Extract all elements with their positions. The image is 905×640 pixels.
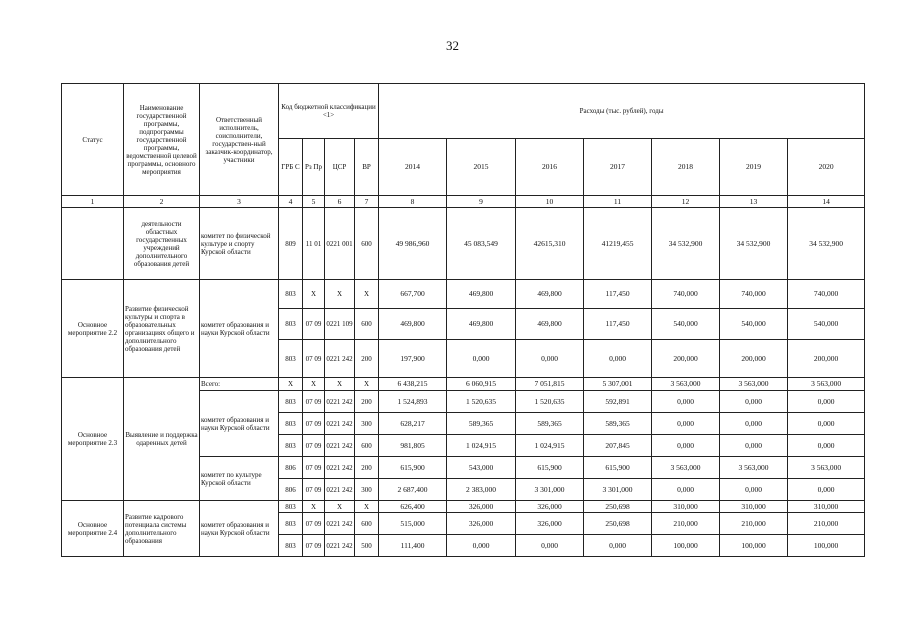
value-cell: 3 301,000 <box>584 479 652 501</box>
column-number: 12 <box>652 196 720 208</box>
vr-cell: 600 <box>355 513 379 535</box>
value-cell: 0,000 <box>788 413 865 435</box>
value-cell: 34 532,900 <box>788 208 865 280</box>
rzpr-cell: X <box>303 378 325 391</box>
rzpr-cell: 07 09 <box>303 413 325 435</box>
value-cell: 200,000 <box>652 340 720 378</box>
value-cell: 628,217 <box>379 413 447 435</box>
column-number: 11 <box>584 196 652 208</box>
value-cell: 589,365 <box>447 413 516 435</box>
value-cell: 3 563,000 <box>652 378 720 391</box>
csr-cell: 0221 001 <box>325 208 355 280</box>
value-cell: 197,900 <box>379 340 447 378</box>
name-cell: Развитие кадрового потенциала системы дополнительного образования <box>124 501 200 557</box>
vr-cell: 300 <box>355 413 379 435</box>
csr-cell: 0221 242 <box>325 479 355 501</box>
value-cell: 740,000 <box>788 280 865 309</box>
value-cell: 41219,455 <box>584 208 652 280</box>
column-numbers-row <box>62 196 865 208</box>
value-cell: 100,000 <box>652 535 720 557</box>
column-number: 7 <box>355 196 379 208</box>
value-cell: 200,000 <box>720 340 788 378</box>
rzpr-cell: X <box>303 501 325 513</box>
header-name: Наименование государственной программы, подпрограммы государственной программы, ведомственной целевой программы, основного мероприятия <box>124 84 200 196</box>
name-cell: Развитие физической культуры и спорта в образовательных организациях общего и дополнительного образования детей <box>124 280 200 378</box>
value-cell: 592,891 <box>584 391 652 413</box>
value-cell: 0,000 <box>720 413 788 435</box>
value-cell: 117,450 <box>584 280 652 309</box>
status-cell <box>62 208 124 280</box>
column-number: 5 <box>303 196 325 208</box>
value-cell: 326,000 <box>516 501 584 513</box>
value-cell: 0,000 <box>652 413 720 435</box>
value-cell: 0,000 <box>788 435 865 457</box>
grbs-cell: 803 <box>279 413 303 435</box>
value-cell: 250,698 <box>584 501 652 513</box>
value-cell: 210,000 <box>720 513 788 535</box>
value-cell: 626,400 <box>379 501 447 513</box>
value-cell: 326,000 <box>516 513 584 535</box>
header-responsible: Ответственный исполнитель, соисполнители, государствен-ный заказчик-координатор, участники <box>200 84 279 196</box>
rzpr-cell: X <box>303 280 325 309</box>
grbs-cell: 806 <box>279 479 303 501</box>
value-cell: 981,805 <box>379 435 447 457</box>
header-grbs: ГРБ С <box>279 139 303 196</box>
vr-cell: 600 <box>355 208 379 280</box>
responsible-cell: комитет образования и науки Курской области <box>200 501 279 557</box>
value-cell: 0,000 <box>447 535 516 557</box>
vr-cell: 200 <box>355 340 379 378</box>
header-year: 2017 <box>584 139 652 196</box>
value-cell: 326,000 <box>447 501 516 513</box>
table-row <box>62 208 865 280</box>
rzpr-cell: 11 01 <box>303 208 325 280</box>
value-cell: 0,000 <box>447 340 516 378</box>
value-cell: 117,450 <box>584 309 652 340</box>
value-cell: 34 532,900 <box>720 208 788 280</box>
grbs-cell: 803 <box>279 391 303 413</box>
value-cell: 0,000 <box>788 479 865 501</box>
rzpr-cell: 07 09 <box>303 457 325 479</box>
header-year: 2014 <box>379 139 447 196</box>
grbs-cell: 803 <box>279 435 303 457</box>
rzpr-cell: 07 09 <box>303 479 325 501</box>
value-cell: 615,900 <box>516 457 584 479</box>
csr-cell: X <box>325 280 355 309</box>
vr-cell: 600 <box>355 309 379 340</box>
column-number: 1 <box>62 196 124 208</box>
name-cell: Выявление и поддержка одаренных детей <box>124 378 200 501</box>
value-cell: 45 083,549 <box>447 208 516 280</box>
csr-cell: 0221 109 <box>325 309 355 340</box>
value-cell: 1 524,893 <box>379 391 447 413</box>
value-cell: 2 383,000 <box>447 479 516 501</box>
csr-cell: 0221 242 <box>325 513 355 535</box>
value-cell: 540,000 <box>720 309 788 340</box>
csr-cell: 0221 242 <box>325 535 355 557</box>
value-cell: 2 687,400 <box>379 479 447 501</box>
status-cell: Основное мероприятие 2.2 <box>62 280 124 378</box>
rzpr-cell: 07 09 <box>303 535 325 557</box>
csr-cell: X <box>325 501 355 513</box>
value-cell: 469,800 <box>516 280 584 309</box>
value-cell: 469,800 <box>379 309 447 340</box>
column-number: 3 <box>200 196 279 208</box>
responsible-cell: комитет образования и науки Курской области <box>200 280 279 378</box>
grbs-cell: 806 <box>279 457 303 479</box>
column-number: 10 <box>516 196 584 208</box>
value-cell: 210,000 <box>652 513 720 535</box>
header-row-1 <box>62 84 865 139</box>
rzpr-cell: 07 09 <box>303 309 325 340</box>
value-cell: 469,800 <box>447 280 516 309</box>
value-cell: 326,000 <box>447 513 516 535</box>
column-number: 2 <box>124 196 200 208</box>
rzpr-cell: 07 09 <box>303 391 325 413</box>
value-cell: 0,000 <box>652 435 720 457</box>
value-cell: 3 563,000 <box>720 378 788 391</box>
rzpr-cell: 07 09 <box>303 435 325 457</box>
budget-table <box>61 83 865 557</box>
responsible-cell: комитет по физической культуре и спорту Курской области <box>200 208 279 280</box>
responsible-cell: комитет по культуре Курской области <box>200 457 279 501</box>
header-csr: ЦСР <box>325 139 355 196</box>
value-cell: 1 520,635 <box>516 391 584 413</box>
value-cell: 540,000 <box>652 309 720 340</box>
status-cell: Основное мероприятие 2.3 <box>62 378 124 501</box>
value-cell: 469,800 <box>447 309 516 340</box>
vr-cell: 200 <box>355 457 379 479</box>
header-rzpr: Рз Пр <box>303 139 325 196</box>
value-cell: 207,845 <box>584 435 652 457</box>
column-number: 9 <box>447 196 516 208</box>
value-cell: 1 520,635 <box>447 391 516 413</box>
value-cell: 0,000 <box>516 340 584 378</box>
value-cell: 310,000 <box>652 501 720 513</box>
vr-cell: 200 <box>355 391 379 413</box>
header-year: 2018 <box>652 139 720 196</box>
value-cell: 0,000 <box>652 479 720 501</box>
value-cell: 111,400 <box>379 535 447 557</box>
header-status: Статус <box>62 84 124 196</box>
vr-cell: X <box>355 280 379 309</box>
header-year: 2016 <box>516 139 584 196</box>
total-label: Всего: <box>200 378 279 391</box>
grbs-cell: 803 <box>279 513 303 535</box>
value-cell: 6 060,915 <box>447 378 516 391</box>
table-row <box>62 501 865 513</box>
value-cell: 210,000 <box>788 513 865 535</box>
header-year: 2019 <box>720 139 788 196</box>
grbs-cell: 803 <box>279 340 303 378</box>
value-cell: 42615,310 <box>516 208 584 280</box>
name-cell: деятельности областных государственных учреждений дополнительного образования детей <box>124 208 200 280</box>
vr-cell: X <box>355 501 379 513</box>
value-cell: 0,000 <box>652 391 720 413</box>
value-cell: 469,800 <box>516 309 584 340</box>
csr-cell: X <box>325 378 355 391</box>
value-cell: 7 051,815 <box>516 378 584 391</box>
value-cell: 1 024,915 <box>516 435 584 457</box>
grbs-cell: 803 <box>279 535 303 557</box>
header-vr: ВР <box>355 139 379 196</box>
value-cell: 3 563,000 <box>720 457 788 479</box>
value-cell: 515,000 <box>379 513 447 535</box>
value-cell: 0,000 <box>788 391 865 413</box>
status-cell: Основное мероприятие 2.4 <box>62 501 124 557</box>
vr-cell: 500 <box>355 535 379 557</box>
value-cell: 0,000 <box>584 535 652 557</box>
header-expenses: Расходы (тыс. рублей), годы <box>379 84 865 139</box>
value-cell: 5 307,001 <box>584 378 652 391</box>
value-cell: 3 301,000 <box>516 479 584 501</box>
column-number: 13 <box>720 196 788 208</box>
value-cell: 0,000 <box>720 391 788 413</box>
value-cell: 740,000 <box>720 280 788 309</box>
value-cell: 740,000 <box>652 280 720 309</box>
column-number: 4 <box>279 196 303 208</box>
column-number: 6 <box>325 196 355 208</box>
csr-cell: 0221 242 <box>325 391 355 413</box>
value-cell: 615,900 <box>584 457 652 479</box>
rzpr-cell: 07 09 <box>303 340 325 378</box>
header-year: 2020 <box>788 139 865 196</box>
vr-cell: X <box>355 378 379 391</box>
page-number: 32 <box>446 38 459 53</box>
value-cell: 667,700 <box>379 280 447 309</box>
value-cell: 310,000 <box>720 501 788 513</box>
value-cell: 540,000 <box>788 309 865 340</box>
value-cell: 34 532,900 <box>652 208 720 280</box>
value-cell: 1 024,915 <box>447 435 516 457</box>
value-cell: 310,000 <box>788 501 865 513</box>
value-cell: 0,000 <box>516 535 584 557</box>
value-cell: 100,000 <box>788 535 865 557</box>
value-cell: 543,000 <box>447 457 516 479</box>
csr-cell: 0221 242 <box>325 457 355 479</box>
grbs-cell: 803 <box>279 280 303 309</box>
header-code: Код бюджетной классификации <1> <box>279 84 379 139</box>
grbs-cell: X <box>279 378 303 391</box>
value-cell: 0,000 <box>584 340 652 378</box>
grbs-cell: 803 <box>279 501 303 513</box>
value-cell: 0,000 <box>720 435 788 457</box>
column-number: 14 <box>788 196 865 208</box>
value-cell: 615,900 <box>379 457 447 479</box>
csr-cell: 0221 242 <box>325 435 355 457</box>
value-cell: 589,365 <box>516 413 584 435</box>
value-cell: 49 986,960 <box>379 208 447 280</box>
responsible-cell: комитет образования и науки Курской области <box>200 391 279 457</box>
column-number: 8 <box>379 196 447 208</box>
csr-cell: 0221 242 <box>325 340 355 378</box>
rzpr-cell: 07 09 <box>303 513 325 535</box>
vr-cell: 600 <box>355 435 379 457</box>
value-cell: 250,698 <box>584 513 652 535</box>
value-cell: 200,000 <box>788 340 865 378</box>
grbs-cell: 803 <box>279 309 303 340</box>
csr-cell: 0221 242 <box>325 413 355 435</box>
value-cell: 3 563,000 <box>788 378 865 391</box>
value-cell: 589,365 <box>584 413 652 435</box>
vr-cell: 300 <box>355 479 379 501</box>
header-year: 2015 <box>447 139 516 196</box>
value-cell: 6 438,215 <box>379 378 447 391</box>
value-cell: 3 563,000 <box>788 457 865 479</box>
table-row-total <box>62 378 865 391</box>
grbs-cell: 809 <box>279 208 303 280</box>
value-cell: 100,000 <box>720 535 788 557</box>
value-cell: 0,000 <box>720 479 788 501</box>
table-row <box>62 280 865 309</box>
value-cell: 3 563,000 <box>652 457 720 479</box>
